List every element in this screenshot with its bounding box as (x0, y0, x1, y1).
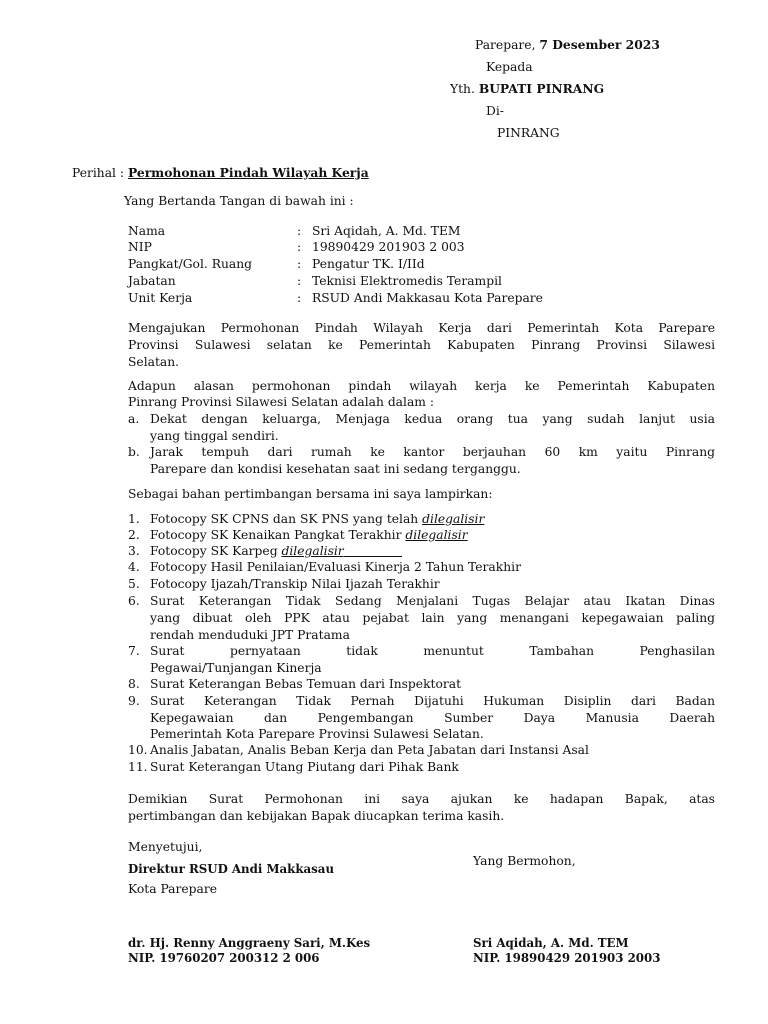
approver-org: Kota Parepare (128, 882, 218, 896)
recipient-kepada: Kepada (486, 60, 533, 74)
field-separator: : (297, 224, 302, 238)
letter-place: Parepare, (475, 38, 536, 52)
underline-blank (344, 544, 402, 557)
attachment-item: Surat Keterangan Utang Piutang dari Pihak Bank (150, 760, 459, 774)
field-separator: : (297, 274, 302, 288)
attachment-number: 6. (128, 594, 140, 608)
attachment-item: Surat Keterangan Bebas Temuan dari Inspektorat (150, 677, 462, 691)
subject-value: Permohonan Pindah Wilayah Kerja (127, 165, 369, 180)
reason-text: Dekat dengan keluarga, Menjaga kedua orang tua yang sudah lanjut usia (150, 412, 715, 426)
approval-label: Menyetujui, (128, 840, 203, 854)
paragraph-request-line: Provinsi Sulawesi selatan ke Pemerintah Kabupaten Pinrang Provinsi Silawesi (128, 338, 715, 352)
attachment-item: Surat Keterangan Tidak Pernah Dijatuhi Hukuman Disiplin dari Badan (150, 694, 715, 708)
attachment-item: Pegawai/Tunjangan Kinerja (150, 661, 322, 675)
attachment-item: Fotocopy Hasil Penilaian/Evaluasi Kinerja 2 Tahun Terakhir (150, 560, 521, 574)
attachment-item: Fotocopy SK Karpeg dilegalisir (150, 543, 402, 559)
paragraph-reason-line: Pinrang Provinsi Silawesi Selatan adalah dalam : (128, 395, 434, 409)
subject-line (72, 165, 369, 181)
approver-nip: NIP. 19760207 200312 2 006 (128, 951, 320, 965)
approver-name: dr. Hj. Renny Anggraeny Sari, M.Kes (128, 936, 371, 950)
paragraph-reason-line: Adapun alasan permohonan pindah wilayah kerja ke Pemerintah Kabupaten (128, 379, 715, 393)
recipient-yth: Yth. (450, 82, 475, 96)
applicant-nip: NIP. 19890429 201903 2003 (473, 951, 661, 965)
attachment-item: Kepegawaian dan Pengembangan Sumber Daya Manusia Daerah (150, 711, 715, 725)
attachment-number: 10. (128, 743, 148, 757)
attachment-number: 11. (128, 760, 148, 774)
attachment-item: Analis Jabatan, Analis Beban Kerja dan Peta Jabatan dari Instansi Asal (150, 743, 589, 757)
field-label: Pangkat/Gol. Ruang (128, 257, 252, 271)
recipient-di: Di- (486, 104, 504, 118)
attachment-item: Surat pernyataan tidak menuntut Tambahan Penghasilan (150, 644, 715, 658)
recipient-name: BUPATI PINRANG (478, 81, 605, 96)
reason-marker: a. (128, 412, 140, 426)
letter-date: 7 Desember 2023 (539, 37, 660, 52)
attachment-number: 8. (128, 677, 140, 691)
attachment-item: Fotocopy Ijazah/Transkip Nilai Ijazah Terakhir (150, 577, 440, 591)
field-label: NIP (128, 240, 152, 254)
field-value: RSUD Andi Makkasau Kota Parepare (312, 291, 543, 305)
paragraph-request-line: Selatan. (128, 355, 180, 369)
field-label: Nama (128, 224, 166, 238)
attachment-number: 5. (128, 577, 140, 591)
reason-text: yang tinggal sendiri. (150, 429, 279, 443)
attachment-item: Fotocopy SK Kenaikan Pangkat Terakhir dilegalisir (150, 528, 468, 542)
intro-text: Yang Bertanda Tangan di bawah ini : (124, 194, 354, 208)
field-separator: : (297, 257, 302, 271)
subject-label: Perihal : (72, 166, 125, 180)
field-label: Unit Kerja (128, 291, 193, 305)
legalized-note: dilegalisir (422, 512, 485, 526)
attachment-number: 3. (128, 544, 140, 558)
field-value: Teknisi Elektromedis Terampil (312, 274, 502, 288)
attachment-item: Fotocopy SK CPNS dan SK PNS yang telah dilegalisir (150, 512, 485, 526)
field-value: Sri Aqidah, A. Md. TEM (312, 224, 461, 238)
field-value: 19890429 201903 2 003 (312, 240, 465, 254)
attachment-item: Surat Keterangan Tidak Sedang Menjalani Tugas Belajar atau Ikatan Dinas (150, 594, 715, 608)
field-label: Jabatan (128, 274, 176, 288)
attachment-item: yang dibuat oleh PPK atau pejabat lain yang menangani kepegawaian paling (150, 611, 715, 625)
reason-text: Parepare dan kondisi kesehatan saat ini sedang terganggu. (150, 462, 521, 476)
reason-text: Jarak tempuh dari rumah ke kantor berjauhan 60 km yaitu Pinrang (150, 445, 715, 459)
legalized-note: dilegalisir (405, 528, 468, 542)
field-separator: : (297, 291, 302, 305)
paragraph-request-line: Mengajukan Permohonan Pindah Wilayah Kerja dari Pemerintah Kota Parepare (128, 321, 715, 335)
field-separator: : (297, 240, 302, 254)
attachment-number: 2. (128, 528, 140, 542)
recipient-line (450, 81, 604, 97)
recipient-city: PINRANG (497, 126, 560, 140)
reason-marker: b. (128, 445, 140, 459)
attachment-number: 4. (128, 560, 140, 574)
attachment-number: 7. (128, 644, 140, 658)
closing-line: Demikian Surat Permohonan ini saya ajukan ke hadapan Bapak, atas (128, 792, 715, 806)
attachment-number: 9. (128, 694, 140, 708)
attachment-item: rendah menduduki JPT Pratama (150, 628, 350, 642)
letter-date-line (475, 37, 660, 53)
closing-line: pertimbangan dan kebijakan Bapak diucapkan terima kasih. (128, 809, 505, 823)
field-value: Pengatur TK. I/IId (312, 257, 425, 271)
applicant-name: Sri Aqidah, A. Md. TEM (473, 936, 629, 950)
legalized-note: dilegalisir (281, 544, 344, 558)
attachment-number: 1. (128, 512, 140, 526)
approver-title: Direktur RSUD Andi Makkasau (128, 862, 335, 876)
attachments-intro: Sebagai bahan pertimbangan bersama ini saya lampirkan: (128, 487, 493, 501)
applicant-label: Yang Bermohon, (473, 854, 576, 868)
attachment-item: Pemerintah Kota Parepare Provinsi Sulawesi Selatan. (150, 727, 484, 741)
